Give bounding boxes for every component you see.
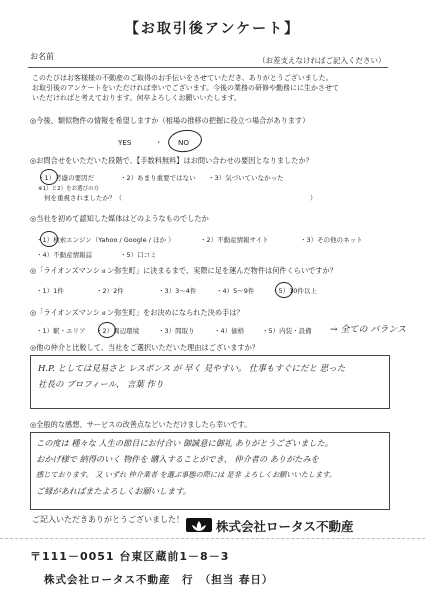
q7-handwritten-2: おかげ様で 納得のいく 物件を 購入することができ、 仲介者の ありがたみを xyxy=(36,454,319,464)
q4-option-5-circle-mark xyxy=(275,282,293,298)
page-title: 【お取引後アンケート】 xyxy=(124,21,301,37)
q2-sub-close: ） xyxy=(310,194,317,202)
q3-option-3[interactable]: ・3）その他のネット xyxy=(300,236,363,244)
q1-no[interactable]: NO xyxy=(178,138,190,147)
q6-text: ◎他の仲介と比較して、当社をご選択いただいた理由はございますか？ xyxy=(30,343,259,352)
q4-option-4[interactable]: ・4）5〜9件 xyxy=(216,287,255,295)
q2-option-3[interactable]: ・3）気づいていなかった xyxy=(208,174,284,182)
q1-no-circle-mark xyxy=(167,128,204,155)
q1-sep: ・ xyxy=(155,138,163,147)
name-label: お名前 xyxy=(30,52,54,61)
q7-handwritten-1: この度は 種々な 人生の節目にお付合い 御誠意に御礼 ありがとうございました。 xyxy=(36,438,333,448)
q3-option-5[interactable]: ・5）口コミ xyxy=(120,251,157,259)
q2-text: ◎お問合せをいただいた段階で、【手数料無料】はお問い合わせの要因となりましたか？ xyxy=(30,156,313,165)
q3-question: 当社を初めて認知した媒体はどのようなものでしたか xyxy=(36,214,209,223)
q5-option-3[interactable]: ・3）間取り xyxy=(158,327,195,335)
q2-option-1-circle-mark xyxy=(40,169,58,185)
q6-handwritten-2: 社長の プロフィール、 言葉 作り xyxy=(38,380,164,390)
q4-question: 「ライオンズマンション弥生町」に決まるまで、実際に足を運んだ物件は何件くらいですか？ xyxy=(36,266,337,275)
intro-line-1: このたびはお客様様の不動産のご取得のお手伝いをさせていただき、ありがとうございました。 xyxy=(32,74,333,82)
q3-option-4[interactable]: ・4）不動産情報誌 xyxy=(36,251,93,259)
q2-option-2[interactable]: ・2）あまり重要ではない xyxy=(120,174,196,182)
q1-yes[interactable]: YES xyxy=(118,138,132,147)
q4-option-3[interactable]: ・3）3〜4件 xyxy=(158,287,197,295)
address: 〒111－0051 台東区蔵前1－8－3 xyxy=(30,550,230,563)
q2-option-1[interactable]: ・1）考慮の要因だ xyxy=(38,174,95,182)
q7-handwritten-3: 感じております。 又 いずれ 仲介業者 を選ぶ事態の際には 是非 よろしくお願いいたします。 xyxy=(36,470,337,479)
q3-option-1[interactable]: ・1）検索エンジン（Yahoo / Google / ほか ） xyxy=(36,236,175,244)
recipient: 株式会社ロータス不動産 行 （担当 春日） xyxy=(44,574,274,586)
company-name: 株式会社ロータス不動産 xyxy=(216,519,354,534)
q7-text: ◎全般的な感想、サービスの改善点などいただけましたら幸いです。 xyxy=(30,420,252,429)
lotus-icon xyxy=(186,519,212,533)
q2-question: お問合せをいただいた段階で、【手数料無料】はお問い合わせの要因となりましたか？ xyxy=(36,156,313,165)
q5-option-5[interactable]: ・5）内装・設備 xyxy=(262,327,312,335)
q5-question: 「ライオンズマンション弥生町」をお決めになられた決め手は？ xyxy=(36,308,244,317)
intro-line-2: お取引後のアンケートをいただければ幸いでございます。今後の業務の研修や勤務にに生かさせて xyxy=(32,84,340,92)
q7-handwritten-4: ご縁があればまたよろしくお願いします。 xyxy=(36,486,191,496)
q5-handwritten: → 全ての バランス xyxy=(330,325,406,335)
name-note: （お差支えなければご記入ください） xyxy=(258,56,386,65)
thanks-text: ご記入いただきありがとうございました！ xyxy=(32,515,184,524)
q4-option-2[interactable]: ・2）2件 xyxy=(96,287,124,295)
q3-option-1-circle-mark xyxy=(40,231,58,247)
q7-question: 全般的な感想、サービスの改善点などいただけましたら幸いです。 xyxy=(36,420,252,429)
q6-question: 他の仲介と比較して、当社をご選択いただいた理由はございますか？ xyxy=(36,343,259,352)
q4-option-1[interactable]: ・1）1件 xyxy=(36,287,64,295)
q2-note: ※1）と2）をお選びの方 xyxy=(38,186,100,192)
q4-option-5[interactable]: ・5）10件以上 xyxy=(272,287,317,295)
q5-option-4[interactable]: ・4）価格 xyxy=(214,327,245,335)
q1-question: 今後、類似物件の情報を希望しますか（相場の推移の把握に役立つ場合があります） xyxy=(36,116,310,125)
q6-handwritten-1: H.P. としては見易さと レスポンス が 早く 見やすい。 仕事もすぐにだと 思った xyxy=(38,364,346,374)
q1-text: ◎今後、類似物件の情報を希望しますか（相場の推移の把握に役立つ場合があります） xyxy=(30,116,310,125)
fold-divider xyxy=(0,538,425,539)
company-logo xyxy=(186,518,212,532)
q2-sub: 何を重視されましたか？（ xyxy=(44,194,122,202)
intro-line-3: いただければと考えております。何卒よろしくお願いいたします。 xyxy=(32,94,241,102)
q5-option-2-circle-mark xyxy=(98,322,116,338)
q5-option-1[interactable]: ・1）駅・エリア xyxy=(36,327,86,335)
q4-text: ◎「ライオンズマンション弥生町」に決まるまで、実際に足を運んだ物件は何件くらいですか？ xyxy=(30,266,337,275)
q3-text: ◎当社を初めて認知した媒体はどのようなものでしたか xyxy=(30,214,209,223)
q5-option-2[interactable]: ・2）周辺環境 xyxy=(96,327,140,335)
q5-text: ◎「ライオンズマンション弥生町」をお決めになられた決め手は？ xyxy=(30,308,244,317)
q3-option-2[interactable]: ・2）不動産情報サイト xyxy=(200,236,269,244)
name-underline xyxy=(28,67,388,68)
